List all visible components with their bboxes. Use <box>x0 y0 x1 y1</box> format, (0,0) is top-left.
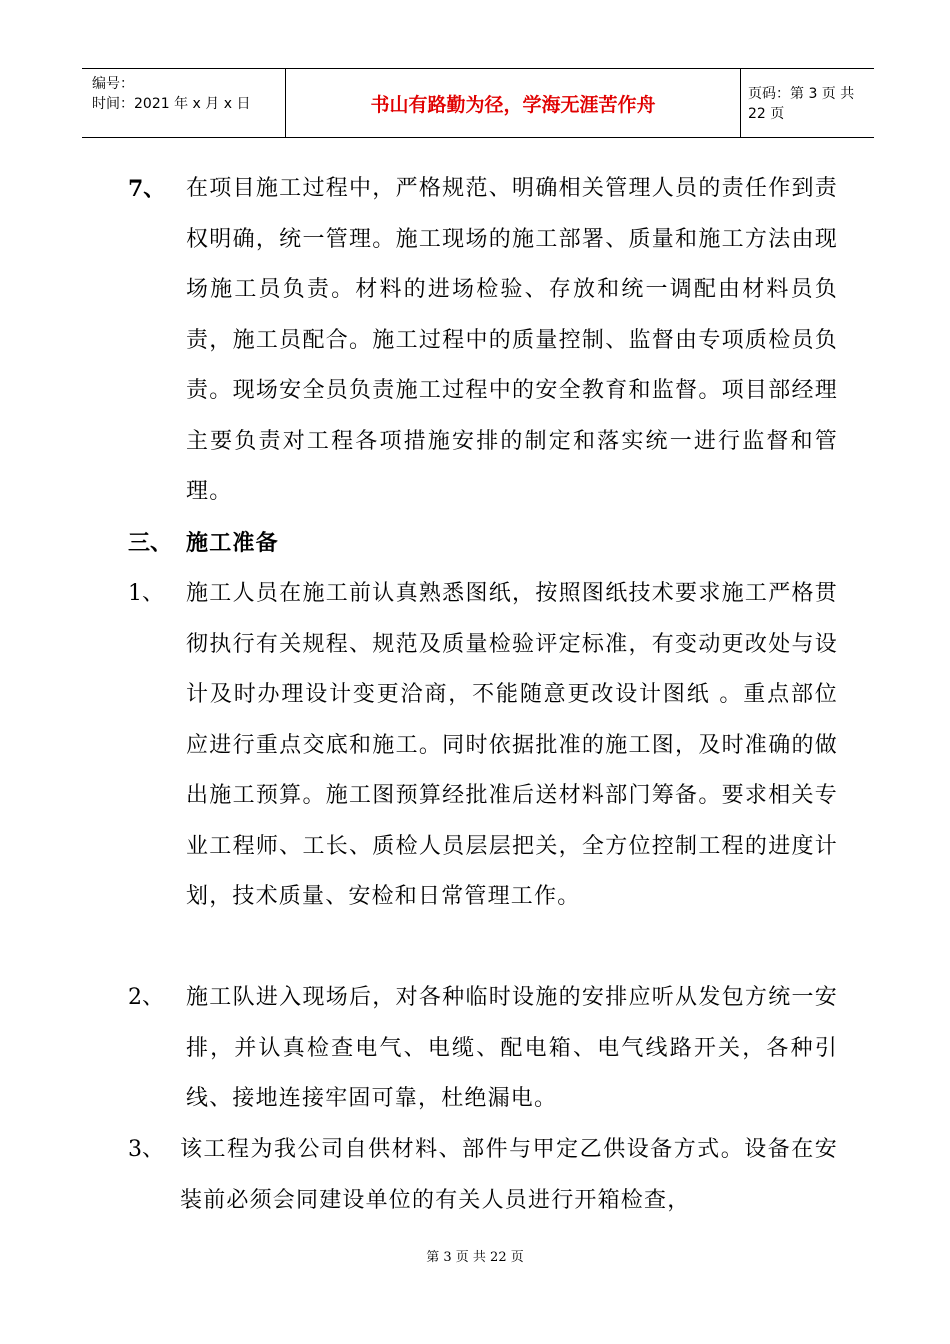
header-motto: 书山有路勤为径，学海无涯苦作舟 <box>285 69 741 137</box>
item-7 <box>128 164 838 518</box>
page-footer: 第 3 页 共 22 页 <box>426 1250 524 1265</box>
page-header <box>82 68 874 138</box>
item-1 <box>128 569 838 923</box>
document-number-label: 编号： <box>92 76 134 92</box>
item-number: 2、 <box>128 985 164 1010</box>
item-text: 该工程为我公司自供材料、部件与甲定乙供设备方式。设备在安装前必须会同建设单位的有关人员进行开箱检查， <box>180 1137 838 1213</box>
item-number: 7、 <box>128 176 166 202</box>
item-text: 在项目施工过程中，严格规范、明确相关管理人员的责任作到责权明确，统一管理。施工现场的施工部署、质量和施工方法由现场施工员负责。材料的进场检验、存放和统一调配由材料员负责，施工员配合。施工过程中的质量控制、监督由专项质检员负责。现场安全员负责施工过程中的安全教育和监督。项目部经理主要负责对工程各项措施安排的制定和落实统一进行监督和管理。 <box>186 176 838 504</box>
section-title: 施工准备 <box>186 530 279 556</box>
section-heading-3 <box>128 518 838 569</box>
item-2 <box>128 973 838 1125</box>
item-text: 施工人员在施工前认真熟悉图纸，按照图纸技术要求施工严格贯彻执行有关规程、规范及质量检验评定标准，有变动更改处与设计及时办理设计变更洽商，不能随意更改设计图纸 。重点部位应进行重点交底和施工。同时依据批准的施工图，及时准确的做出施工预算。施工图预算经批准后送材料部门筹备。要求相关专业工程师、工长、质检人员层层把关，全方位控制工程的进度计划，技术质量、安检和日常管理工作。 <box>186 581 838 909</box>
header-page-label: 页码：第 3 页 共 22 页 <box>748 86 855 122</box>
item-number: 3、 <box>128 1137 164 1162</box>
document-time-label: 时间：2021 年 x 月 x 日 <box>92 96 251 112</box>
section-number: 三、 <box>128 530 173 556</box>
item-number: 1、 <box>128 581 164 606</box>
item-text: 施工队进入现场后，对各种临时设施的安排应听从发包方统一安排，并认真检查电气、电缆、配电箱、电气线路开关，各种引线、接地连接牢固可靠，杜绝漏电。 <box>186 985 838 1111</box>
header-meta <box>82 69 284 137</box>
item-3 <box>128 1125 838 1226</box>
